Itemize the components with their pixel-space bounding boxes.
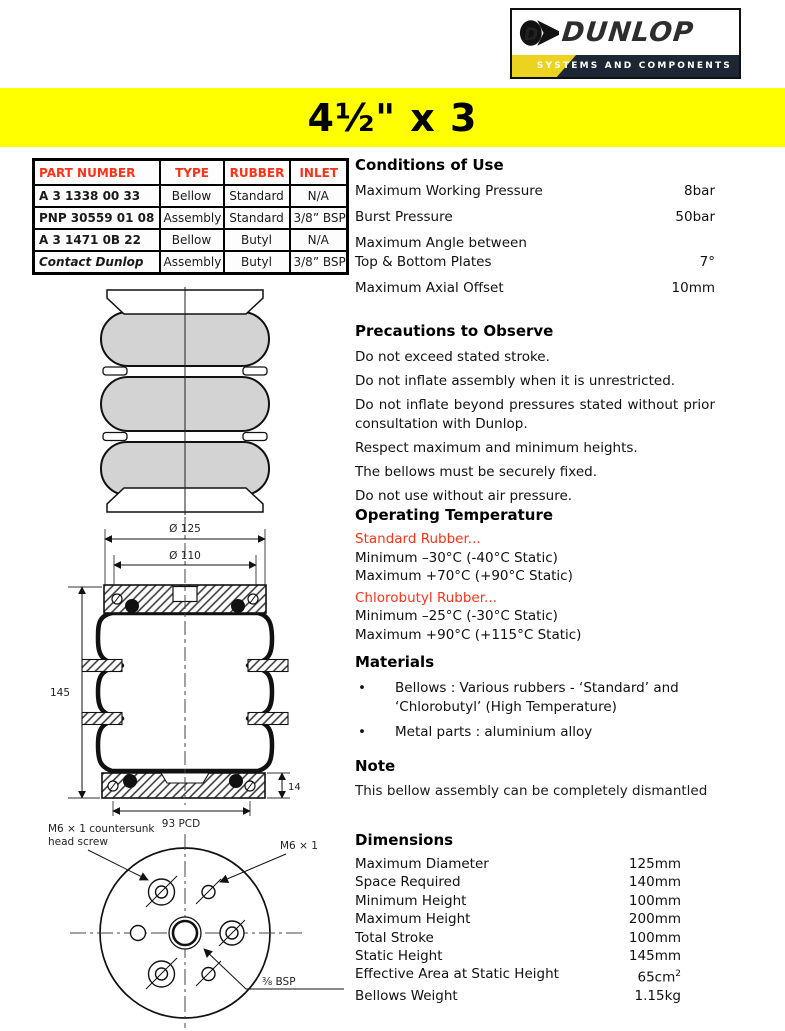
type-cell: Bellow xyxy=(160,229,224,251)
condition-row xyxy=(355,234,715,272)
dimension-row xyxy=(355,929,681,947)
svg-text:M6 × 1: M6 × 1 xyxy=(280,840,318,852)
table-row xyxy=(34,229,348,251)
temp-max: Maximum +90°C (+115°C Static) xyxy=(355,626,582,643)
section-heading: Operating Temperature xyxy=(355,506,554,524)
stud-label xyxy=(220,840,318,882)
part-number-cell: PNP 30559 01 08 xyxy=(34,207,160,229)
dimension-value: 1.15kg xyxy=(634,988,681,1005)
title-banner xyxy=(0,88,785,147)
rubber-cell: Butyl xyxy=(224,229,290,251)
dunlop-logo xyxy=(510,8,741,79)
precaution-item: Do not inflate beyond pressures stated without prior consultation with Dunlop. xyxy=(355,397,715,432)
section-heading: Dimensions xyxy=(355,831,454,849)
dimension-row xyxy=(355,965,681,987)
temp-min: Minimum –30°C (-40°C Static) xyxy=(355,549,558,566)
condition-label: Maximum Axial Offset xyxy=(355,280,504,296)
svg-text:Ø 125: Ø 125 xyxy=(169,523,201,535)
col-header-type: TYPE xyxy=(160,160,224,186)
brand-name: DUNLOP xyxy=(560,17,696,48)
temp-max: Maximum +70°C (+90°C Static) xyxy=(355,568,573,584)
rubber-cell: Standard xyxy=(224,185,290,207)
dimension-row xyxy=(355,987,681,1005)
condition-label: Maximum Working Pressure xyxy=(355,183,543,199)
section-heading: Conditions of Use xyxy=(355,156,504,174)
material-item xyxy=(355,723,715,742)
col-header-inlet: INLET xyxy=(290,160,348,186)
dimension-value: 140mm xyxy=(628,874,681,891)
inlet-cell: N/A xyxy=(290,229,348,251)
section-heading: Materials xyxy=(355,653,435,671)
bellow-cross-section-drawing xyxy=(38,515,348,833)
stud-hole xyxy=(131,926,146,941)
dimension-row xyxy=(355,873,681,891)
table-row xyxy=(34,185,348,207)
condition-value: 50bar xyxy=(675,209,715,225)
table-row xyxy=(34,207,348,229)
svg-text:M6 × 1 countersunk: M6 × 1 countersunk xyxy=(48,823,155,835)
logo-band xyxy=(512,55,739,77)
section-dimensions xyxy=(355,831,715,1006)
base-plate-plan-view-drawing xyxy=(30,822,362,1031)
bsp-port xyxy=(169,917,201,949)
bullet-icon: • xyxy=(358,724,366,740)
condition-row xyxy=(355,208,715,227)
section-heading: Precautions to Observe xyxy=(355,322,554,340)
dimension-height xyxy=(50,587,102,798)
bellow-side-view-drawing xyxy=(95,287,275,515)
dimension-label: Minimum Height xyxy=(355,892,467,909)
precaution-item: Do not exceed stated stroke. xyxy=(355,349,550,365)
condition-value: 10mm xyxy=(671,280,715,296)
dimension-value: 100mm xyxy=(628,929,681,946)
dimension-label: Total Stroke xyxy=(355,929,434,946)
bottom-plate xyxy=(102,773,265,798)
material-text: Bellows : Various rubbers - ‘Standard’ and ‘Chlorobutyl’ (High Temperature) xyxy=(395,680,679,715)
logo-d-letter: D xyxy=(524,24,539,45)
condition-value: 8bar xyxy=(684,183,715,199)
rubber-type-label: Standard Rubber... xyxy=(355,531,481,547)
condition-row xyxy=(355,279,715,298)
section-heading: Note xyxy=(355,757,396,775)
precaution-item: Respect maximum and minimum heights. xyxy=(355,440,638,456)
temp-min: Minimum –25°C (-30°C Static) xyxy=(355,608,558,624)
material-text: Metal parts : aluminium alloy xyxy=(395,724,593,740)
dimension-row xyxy=(355,892,681,910)
col-header-part-number: PART NUMBER xyxy=(34,160,160,186)
dimension-value: 125mm xyxy=(628,856,681,872)
part-number-cell: A 3 1338 00 33 xyxy=(34,185,160,207)
rubber-cell: Standard xyxy=(224,207,290,229)
parts-table xyxy=(32,158,349,275)
svg-text:93 PCD: 93 PCD xyxy=(161,818,201,830)
rubber-type-label: Chlorobutyl Rubber... xyxy=(355,589,497,606)
svg-text:145: 145 xyxy=(49,687,71,699)
dimension-label: Effective Area at Static Height xyxy=(355,966,559,983)
svg-text:head screw: head screw xyxy=(48,836,108,848)
dimension-label: Static Height xyxy=(355,948,443,965)
type-cell: Bellow xyxy=(160,185,224,207)
condition-label: Burst Pressure xyxy=(355,209,453,225)
table-row xyxy=(34,251,348,274)
dimension-value: 200mm xyxy=(628,911,681,928)
section-note xyxy=(355,757,715,801)
part-number-cell: A 3 1471 0B 22 xyxy=(34,229,160,251)
dimension-label: Bellows Weight xyxy=(355,988,458,1005)
dimension-row xyxy=(355,855,681,873)
bellow-outline xyxy=(101,287,269,515)
material-item xyxy=(355,679,715,717)
svg-text:Ø 110: Ø 110 xyxy=(169,550,201,562)
svg-text:⅜ BSP: ⅜ BSP xyxy=(262,976,296,988)
logo-tagline: SYSTEMS AND COMPONENTS xyxy=(536,61,732,71)
part-number-cell: Contact Dunlop xyxy=(34,251,160,274)
parts-table-header-row xyxy=(34,160,348,186)
svg-text:14: 14 xyxy=(288,782,301,793)
dimension-plate-thickness xyxy=(267,773,301,798)
precaution-item: Do not use without air pressure. xyxy=(355,488,573,504)
condition-label: Maximum Angle between Top & Bottom Plates xyxy=(355,235,527,270)
page-title: 4½" x 3 xyxy=(307,95,478,140)
inlet-cell: 3/8” BSP xyxy=(290,251,348,274)
dunlop-flying-d-icon xyxy=(519,14,559,52)
bullet-icon: • xyxy=(358,680,366,696)
logo-top xyxy=(512,10,739,55)
dimension-row xyxy=(355,947,681,965)
dimension-value: $65cm^2$ xyxy=(637,969,681,986)
dimension-row xyxy=(355,910,681,928)
note-text: This bellow assembly can be completely dismantled xyxy=(355,783,708,799)
dimension-label: Space Required xyxy=(355,874,461,891)
precaution-item: Do not inflate assembly when it is unrestricted. xyxy=(355,373,676,389)
condition-value: 7° xyxy=(699,254,715,270)
dimension-label: Maximum Height xyxy=(355,911,471,928)
section-materials xyxy=(355,653,715,748)
section-precautions xyxy=(355,322,715,511)
dimension-value: 100mm xyxy=(628,892,681,909)
precaution-item: The bellows must be securely fixed. xyxy=(355,464,598,480)
dimension-label: Maximum Diameter xyxy=(355,856,489,872)
inlet-cell: N/A xyxy=(290,185,348,207)
inlet-cell: 3/8” BSP xyxy=(290,207,348,229)
type-cell: Assembly xyxy=(160,207,224,229)
condition-row xyxy=(355,182,715,201)
dimension-value: 145mm xyxy=(628,948,681,965)
col-header-rubber: RUBBER xyxy=(224,160,290,186)
type-cell: Assembly xyxy=(160,251,224,274)
section-conditions-of-use xyxy=(355,156,715,305)
section-operating-temperature xyxy=(355,506,715,644)
rubber-cell: Butyl xyxy=(224,251,290,274)
